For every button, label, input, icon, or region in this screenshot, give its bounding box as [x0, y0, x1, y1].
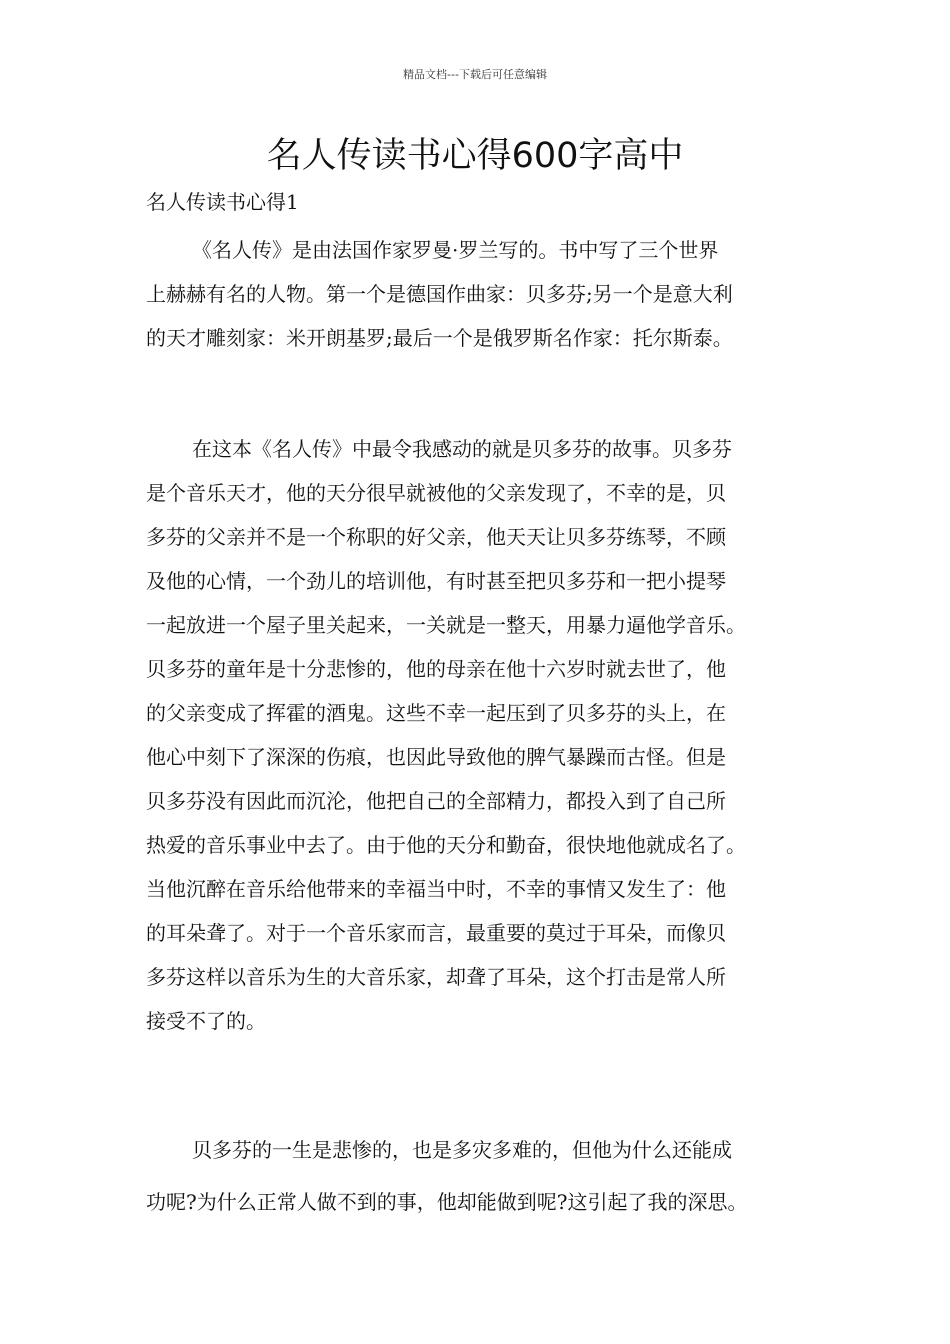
paragraph-line: 热爱的音乐事业中去了。由于他的天分和勤奋，很快地他就成名了。 [146, 833, 746, 857]
paragraph-line: 在这本《名人传》中最令我感动的就是贝多芬的故事。贝多芬 [192, 437, 732, 461]
paragraph-line: 贝多芬的童年是十分悲惨的，他的母亲在他十六岁时就去世了，他 [146, 657, 726, 681]
paragraph-2 [146, 427, 826, 1043]
paragraph-line: 他心中刻下了深深的伤痕，也因此导致他的脾气暴躁而古怪。但是 [146, 745, 726, 769]
paragraph-line: 是个音乐天才，他的天分很早就被他的父亲发现了，不幸的是，贝 [146, 481, 726, 505]
document-title: 名人传读书心得600字高中 [266, 136, 684, 176]
paragraph-line: 《名人传》是由法国作家罗曼·罗兰写的。书中写了三个世界 [192, 238, 719, 262]
paragraph-line: 接受不了的。 [146, 1009, 266, 1033]
paragraph-line: 上赫赫有名的人物。第一个是德国作曲家：贝多芬;另一个是意大利 [146, 282, 733, 306]
paragraph-line: 的天才雕刻家：米开朗基罗;最后一个是俄罗斯名作家：托尔斯泰。 [146, 326, 733, 350]
section-subtitle: 名人传读书心得1 [146, 190, 299, 214]
paragraph-line: 的耳朵聋了。对于一个音乐家而言，最重要的莫过于耳朵，而像贝 [146, 921, 726, 945]
paragraph-line: 及他的心情，一个劲儿的培训他，有时甚至把贝多芬和一把小提琴 [146, 569, 726, 593]
paragraph-line: 功呢?为什么正常人做不到的事，他却能做到呢?这引起了我的深思。 [146, 1190, 748, 1214]
paragraph-line: 的父亲变成了挥霍的酒鬼。这些不幸一起压到了贝多芬的头上，在 [146, 701, 726, 725]
paragraph-line: 当他沉醉在音乐给他带来的幸福当中时，不幸的事情又发生了：他 [146, 877, 726, 901]
paragraph-1 [146, 228, 826, 360]
paragraph-line: 一起放进一个屋子里关起来，一关就是一整天，用暴力逼他学音乐。 [146, 613, 746, 637]
paragraph-line: 多芬这样以音乐为生的大音乐家，却聋了耳朵，这个打击是常人所 [146, 965, 726, 989]
paragraph-line: 贝多芬的一生是悲惨的，也是多灾多难的，但他为什么还能成 [192, 1138, 732, 1162]
paragraph-3 [146, 1124, 826, 1228]
paragraph-line: 多芬的父亲并不是一个称职的好父亲，他天天让贝多芬练琴，不顾 [146, 525, 726, 549]
paragraph-line: 贝多芬没有因此而沉沦，他把自己的全部精力，都投入到了自己所 [146, 789, 726, 813]
header-note: 精品文档---下载后可任意编辑 [403, 68, 547, 81]
